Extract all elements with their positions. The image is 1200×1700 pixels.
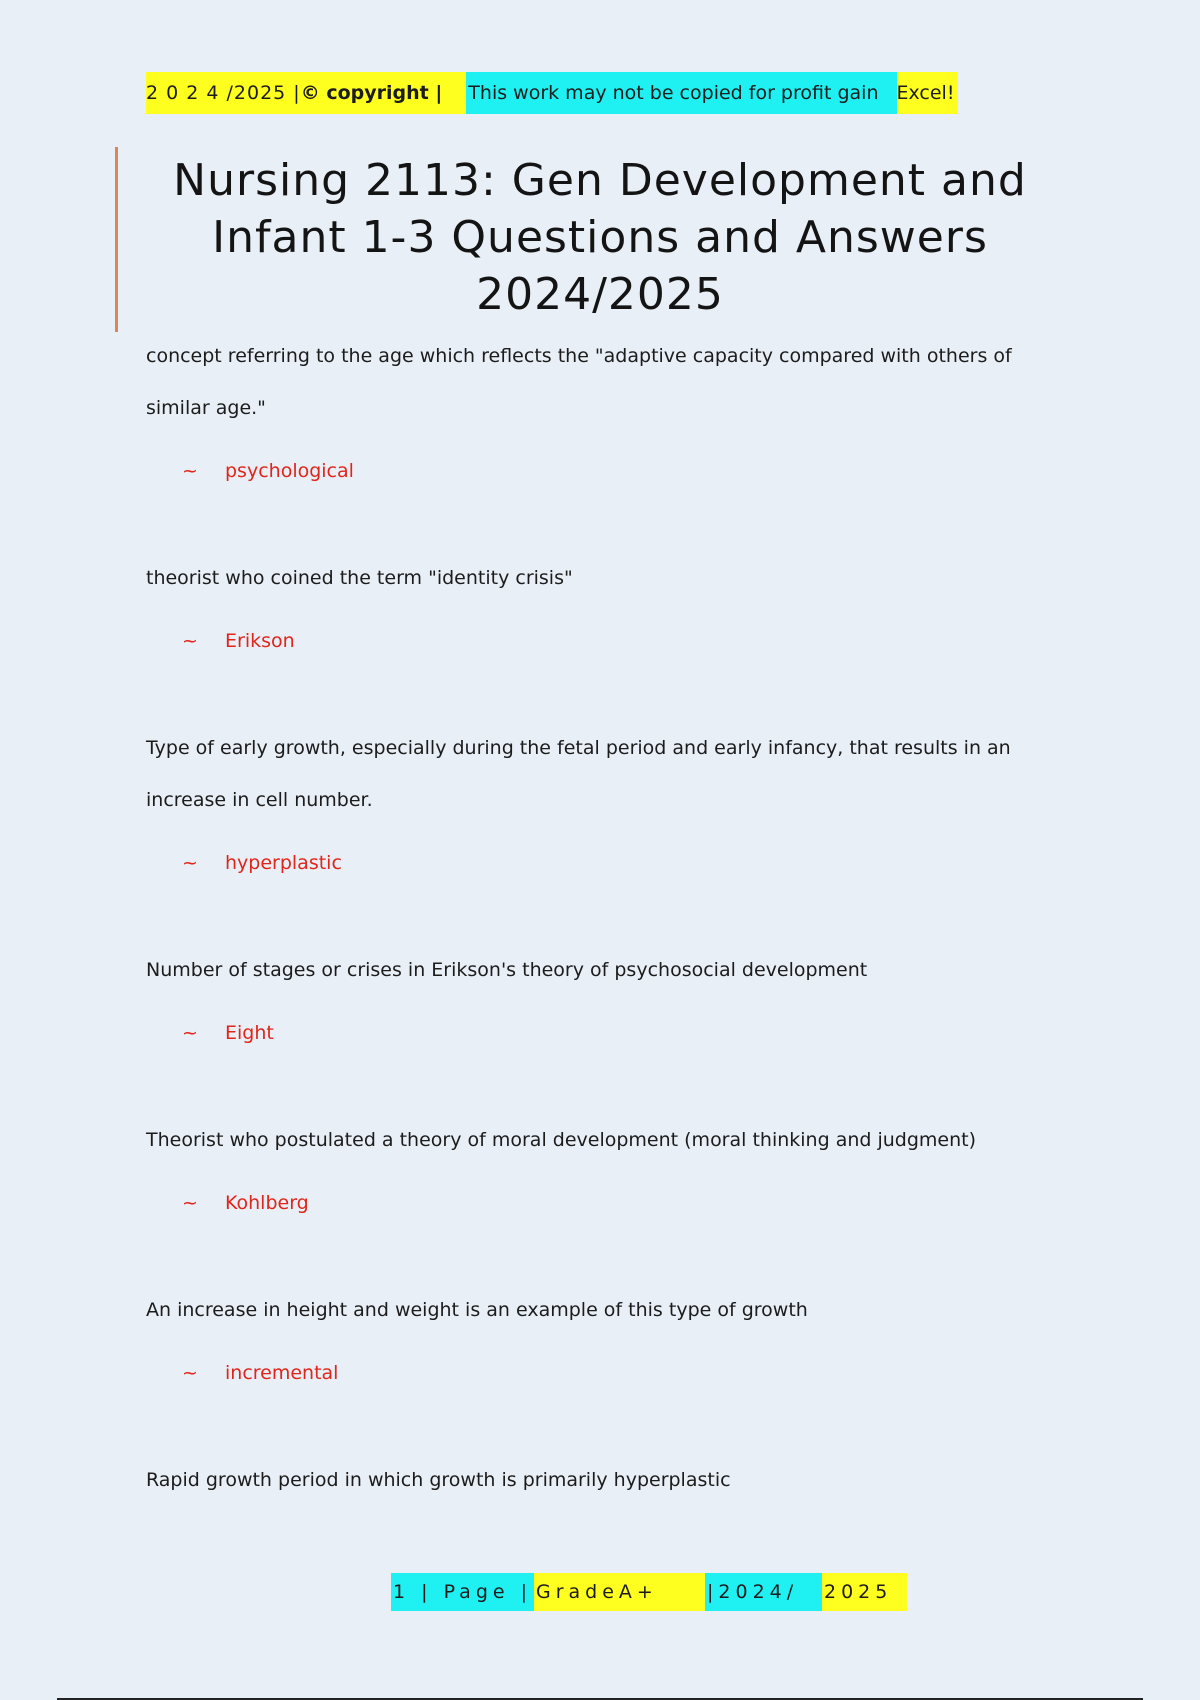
footer-page: 1 | Page | xyxy=(391,1573,534,1611)
qa-item xyxy=(146,1284,1046,1388)
answer-row xyxy=(146,626,1046,656)
header-excel: Excel! xyxy=(897,72,959,114)
qa-item xyxy=(146,1114,1046,1218)
qa-item xyxy=(146,552,1046,656)
answer-text: Kohlberg xyxy=(225,1192,309,1214)
question-text: An increase in height and weight is an example of this type of growth xyxy=(146,1299,808,1321)
question-text: Type of early growth, especially during the fetal period and early infancy, that results in an xyxy=(146,737,1011,759)
header-copyright-band xyxy=(146,72,958,114)
question-text: Rapid growth period in which growth is primarily hyperplastic xyxy=(146,1469,731,1491)
question-text: Theorist who postulated a theory of moral development (moral thinking and judgment) xyxy=(146,1129,977,1151)
answer-row xyxy=(146,456,1046,486)
footer-grade: GradeA+ xyxy=(534,1573,705,1611)
question-text: similar age." xyxy=(146,397,266,419)
title-line-2: Infant 1-3 Questions and Answers xyxy=(212,212,988,263)
answer-text: incremental xyxy=(225,1362,339,1384)
page-footer xyxy=(391,1573,907,1611)
answer-text: Erikson xyxy=(225,630,295,652)
answer-marker: ~ xyxy=(182,852,198,874)
question-text: theorist who coined the term "identity crisis" xyxy=(146,567,573,589)
title-accent-bar xyxy=(115,147,118,332)
title-line-1: Nursing 2113: Gen Development and xyxy=(173,155,1027,206)
question-text: increase in cell number. xyxy=(146,789,373,811)
qa-item xyxy=(146,1454,1046,1506)
answer-row xyxy=(146,1018,1046,1048)
question-text: concept referring to the age which reflects the "adaptive capacity compared with others of xyxy=(146,345,1012,367)
qa-item xyxy=(146,330,1046,486)
header-year: 2 0 2 4 /2025 | xyxy=(146,72,301,114)
qa-item xyxy=(146,944,1046,1048)
answer-row xyxy=(146,1188,1046,1218)
header-notice: This work may not be copied for profit gain xyxy=(466,72,896,114)
answer-marker: ~ xyxy=(182,1192,198,1214)
answer-row xyxy=(146,848,1046,878)
qa-list xyxy=(146,330,1046,1506)
answer-text: hyperplastic xyxy=(225,852,342,874)
answer-marker: ~ xyxy=(182,460,198,482)
footer-year-a: |2024/ xyxy=(705,1573,822,1611)
header-copyright: © copyright | xyxy=(301,72,467,114)
title-line-3: 2024/2025 xyxy=(476,269,724,320)
footer-year-b: 2025 xyxy=(822,1573,907,1611)
answer-text: psychological xyxy=(225,460,354,482)
qa-item xyxy=(146,722,1046,878)
answer-text: Eight xyxy=(225,1022,274,1044)
answer-row xyxy=(146,1358,1046,1388)
answer-marker: ~ xyxy=(182,1022,198,1044)
answer-marker: ~ xyxy=(182,1362,198,1384)
document-title xyxy=(140,152,1060,323)
answer-marker: ~ xyxy=(182,630,198,652)
question-text: Number of stages or crises in Erikson's theory of psychosocial development xyxy=(146,959,868,981)
